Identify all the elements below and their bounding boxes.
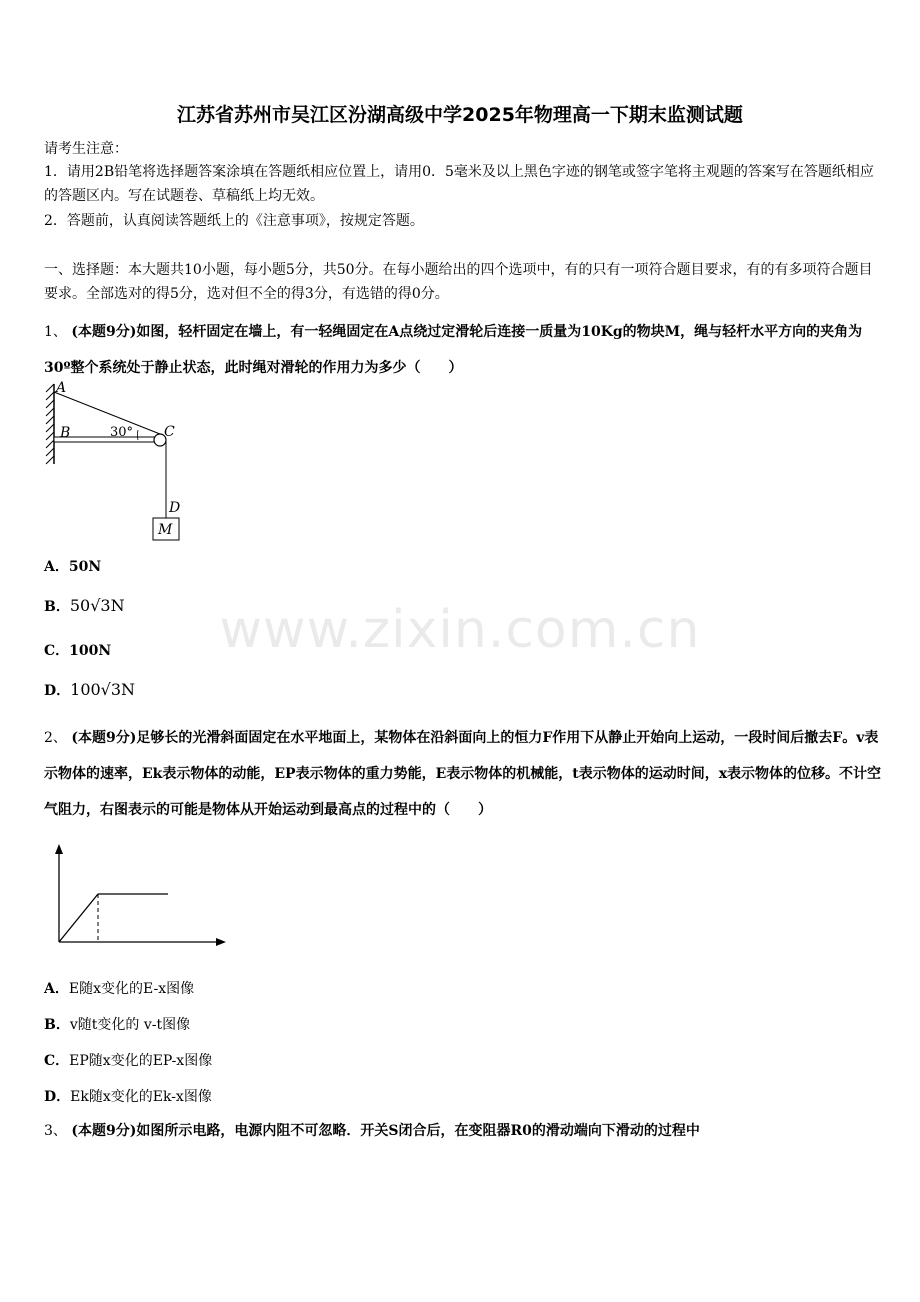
q1-option-a: A．50N [44,559,102,575]
question-2-text: (本题9分)足够长的光滑斜面固定在水平地面上，某物体在沿斜面向上的恒力F作用下从静止开始向上运动，一段时间后撤去F。v表示物体的速率，Ek表示物体的动能，EP表示物体的重力势能，E表示物体的机械能，t表示物体的运动时间，x表示物体的位移。不计空气阻力，右图表示的可能是物体从开始运动到最高点的过程中的（ ） [44,730,882,818]
notice-item-2: 2．答题前，认真阅读答题纸上的《注意事项》，按规定答题。 [44,213,424,229]
question-1 [44,314,884,386]
q2-graph [50,842,230,952]
question-1-number: 1、 [44,324,67,340]
label-b: B [60,425,71,441]
angle-label: 30° [110,425,134,440]
section-1-instructions: 一、选择题：本大题共10小题，每小题5分，共50分。在每小题给出的四个选项中，有的只有一项符合题目要求，有的有多项符合题目要求。全部选对的得5分，选对但不全的得3分，有选错的得0分。 [44,262,873,302]
label-m: M [158,522,173,538]
notice-item-1: 1．请用2B铅笔将选择题答案涂填在答题纸相应位置上，请用0．5毫米及以上黑色字迹的钢笔或签字笔将主观题的答案写在答题纸相应的答题区内。写在试题卷、草稿纸上均无效。 [44,164,874,204]
q1-option-d: D．100√3N [44,680,136,699]
page-title: 江苏省苏州市吴江区汾湖高级中学2025年物理高一下期末监测试题 [177,104,743,126]
q2-option-d: D．Ek随x变化的Ek-x图像 [44,1089,212,1105]
label-c: C [164,424,175,440]
label-a: A [56,380,67,396]
q1-option-c: C．100N [44,643,112,659]
q2-option-a: A．E随x变化的E-x图像 [44,981,195,997]
q1-option-b: B．50√3N [44,596,125,615]
question-2 [44,720,884,828]
watermark: www.zixin.com.cn [219,600,701,660]
question-2-number: 2、 [44,730,67,746]
question-3-number: 3、 [44,1123,67,1139]
q2-option-c: C．EP随x变化的EP-x图像 [44,1053,213,1069]
question-1-text: (本题9分)如图，轻杆固定在墙上，有一轻绳固定在A点绕过定滑轮后连接一质量为10Kg的物块M，绳与轻杆水平方向的夹角为30º整个系统处于静止状态，此时绳对滑轮的作用力为多少（ ） [44,324,863,376]
label-d: D [169,500,181,516]
question-3-text: (本题9分)如图所示电路，电源内阻不可忽略．开关S闭合后，在变阻器R0的滑动端向下滑动的过程中 [71,1123,700,1139]
question-3 [44,1122,884,1140]
q1-figure [40,378,200,546]
notice-heading: 请考生注意： [44,141,128,157]
q2-option-b: B．v随t变化的 v-t图像 [44,1017,191,1033]
